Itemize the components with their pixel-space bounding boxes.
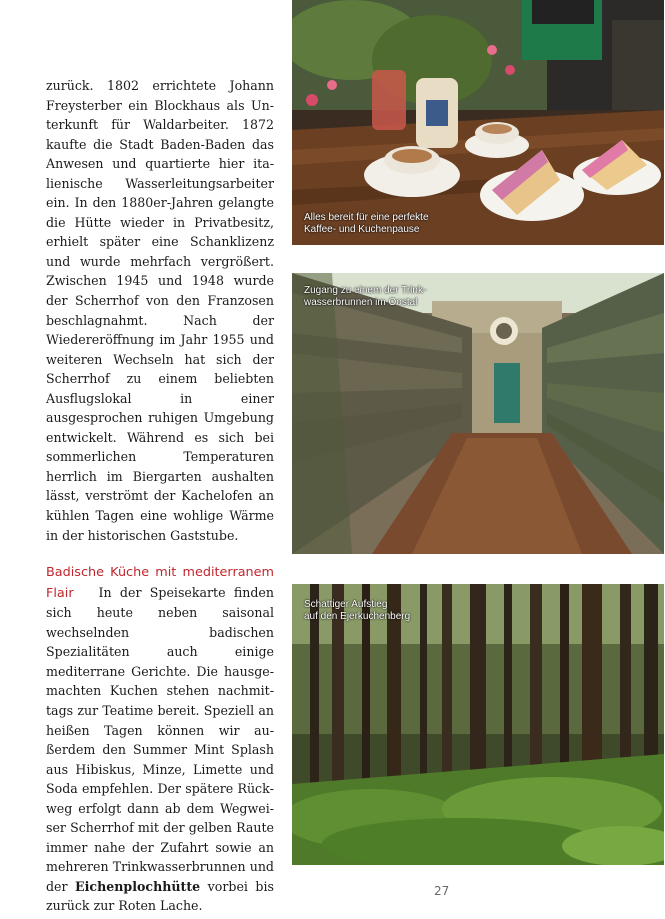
page-number: 27 — [434, 884, 450, 898]
forest-photo — [292, 584, 664, 865]
section-subheading: Badische Küche mit mediterranem Flair — [46, 565, 274, 601]
fountain-photo — [292, 273, 664, 554]
second-paragraph — [46, 562, 274, 916]
fountain-photo-caption: Zugang zu einem der Trink- wasserbrunnen im Oostal — [304, 285, 427, 308]
forest-photo-illustration — [292, 584, 664, 865]
cafe-photo-caption: Alles bereit für eine perfekte Kaffee- und Kuchenpause — [304, 212, 429, 235]
body-text-2: vorbei bis zurück zur Roten Lache. — [46, 878, 274, 914]
bold-term: Eichenplochhütte — [75, 878, 201, 894]
cafe-photo — [292, 0, 664, 245]
intro-paragraph: zurück. 1802 errichtete Johann Freysterber ein Blockhaus als Unterkunft für Waldarbeiter. 1872 kaufte die Stadt Baden-Baden das Anwesen und quartierte hier italienische Wasserleitungsarbeiter ein. In den 1880er-Jahren gelangte die Hütte wieder in Privatbesitz, erhielt später eine Schanklizenz und wurde mehrfach vergrößert. Zwischen 1945 und 1948 wurde der Scherrhof von den Franzosen beschlagnahmt. Nach der Wiedereröffnung im Jahr 1955 und weiteren Wechseln hat sich der Scherrhof zu einem beliebten Ausflugslokal in einer ausgesprochen ruhigen Umgebung entwickelt. Während es sich bei sommerlichen Temperaturen herrlich im Biergarten aushalten lässt, verströmt der Kachelofen an kühlen Tagen eine wohlige Wärme in der historischen Gaststube. — [46, 78, 274, 543]
body-text-1: In der Speisekarte finden sich heute neben saisonal wechselnden badischen Spezialitäten auch einige mediterrane Gerichte. Die hausgemachten Kuchen stehen nachmittags zur Teatime bereit. Speziell an heißen Tagen können wir außerdem den Summer Mint Splash aus Hibiskus, Minze, Limette und Soda empfehlen. Der spätere Rückweg erfolgt dann ab dem Wegweiser Scherrhof mit der gelben Raute immer nahe der Zufahrt sowie an mehreren Trinkwasserbrunnen und der — [46, 584, 274, 894]
forest-photo-caption: Schattiger Aufstieg auf den Ejerkuchenberg — [304, 599, 411, 622]
cafe-photo-illustration — [292, 0, 664, 245]
fountain-photo-illustration — [292, 273, 664, 554]
article-text — [46, 76, 274, 916]
